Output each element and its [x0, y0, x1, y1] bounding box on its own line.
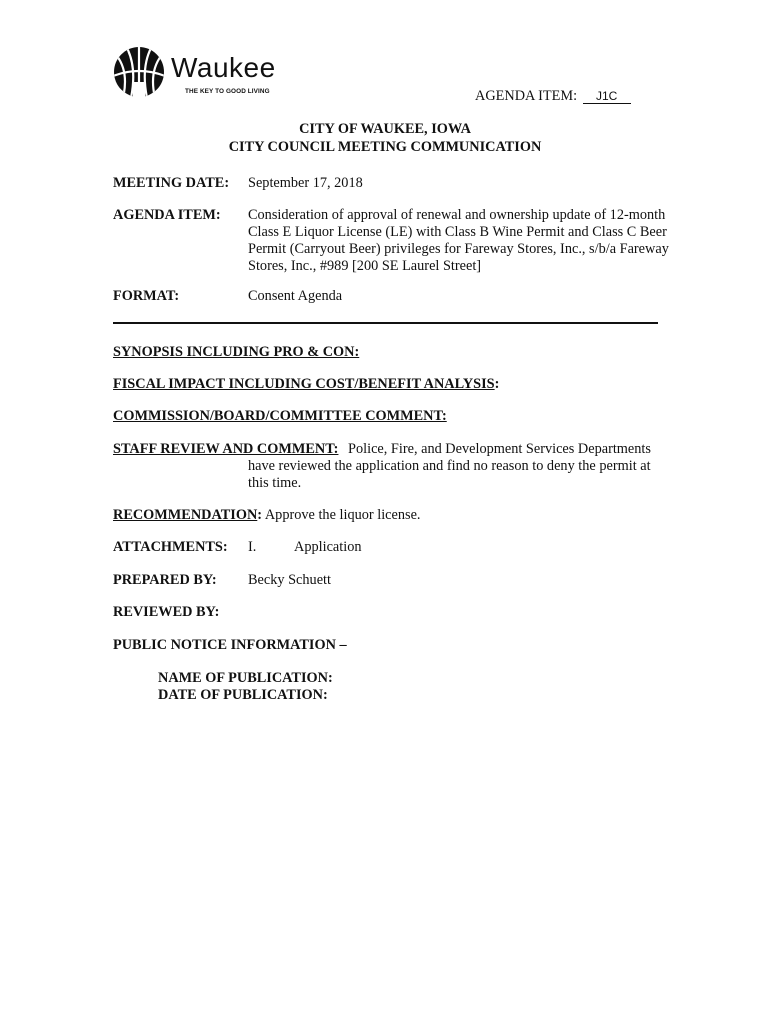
- staff-review: [113, 441, 651, 458]
- format-label: FORMAT:: [113, 288, 180, 304]
- attachments-label: ATTACHMENTS:: [113, 539, 228, 555]
- agenda-item-header-value: [583, 89, 631, 104]
- header-divider: [113, 322, 658, 324]
- fiscal-impact-heading: [113, 376, 499, 393]
- public-notice-label: PUBLIC NOTICE INFORMATION –: [113, 637, 347, 653]
- attachment-numeral: I.: [248, 539, 257, 555]
- agenda-item-label: AGENDA ITEM:: [113, 207, 221, 223]
- reviewed-by-label: REVIEWED BY:: [113, 604, 220, 620]
- publication-name-label: NAME OF PUBLICATION:: [158, 670, 333, 686]
- agenda-item-line: Permit (Carryout Beer) privileges for Fareway Stores, Inc., s/b/a Fareway: [248, 241, 669, 257]
- synopsis-heading: SYNOPSIS INCLUDING PRO & CON:: [113, 344, 360, 360]
- logo-tagline: THE KEY TO GOOD LIVING: [185, 88, 270, 95]
- page-subtitle: CITY COUNCIL MEETING COMMUNICATION: [228, 139, 542, 155]
- recommendation-label: RECOMMENDATION: [113, 507, 258, 523]
- attachment-item: Application: [294, 539, 362, 555]
- commission-heading: COMMISSION/BOARD/COMMITTEE COMMENT:: [113, 408, 447, 424]
- staff-review-line: Police, Fire, and Development Services Departments: [348, 441, 651, 457]
- publication-date-label: DATE OF PUBLICATION:: [158, 687, 328, 703]
- prepared-by-label: PREPARED BY:: [113, 572, 217, 588]
- agenda-item-line: Class E Liquor License (LE) with Class B Wine Permit and Class C Beer: [248, 224, 667, 240]
- staff-review-label: STAFF REVIEW AND COMMENT:: [113, 441, 339, 457]
- recommendation-value: Approve the liquor license.: [264, 507, 421, 523]
- page-title: CITY OF WAUKEE, IOWA: [299, 121, 471, 137]
- fiscal-impact-label: FISCAL IMPACT INCLUDING COST/BENEFIT ANALYSIS: [113, 376, 495, 392]
- staff-review-line: have reviewed the application and find no reason to deny the permit at: [248, 458, 651, 474]
- waukee-emblem-icon: [113, 46, 165, 98]
- logo-wordmark: Waukee: [171, 52, 276, 83]
- meeting-date-value: September 17, 2018: [248, 175, 363, 191]
- agenda-item-header-label: AGENDA ITEM:: [475, 88, 578, 104]
- fiscal-impact-colon: :: [494, 376, 500, 392]
- recommendation: [113, 507, 421, 524]
- agenda-item-number: J1C: [595, 89, 618, 103]
- agenda-item-description: [248, 207, 669, 275]
- meeting-date-label: MEETING DATE:: [113, 175, 230, 191]
- waukee-logo: [113, 46, 293, 102]
- staff-review-continuation: [248, 458, 651, 492]
- agenda-item-line: Consideration of approval of renewal and ownership update of 12-month: [248, 207, 666, 223]
- prepared-by-value: Becky Schuett: [248, 572, 331, 588]
- agenda-item-line: Stores, Inc., #989 [200 SE Laurel Street]: [248, 258, 482, 274]
- agenda-item-header: [475, 88, 631, 105]
- format-value: Consent Agenda: [248, 288, 343, 304]
- staff-review-line: this time.: [248, 475, 302, 491]
- recommendation-colon: :: [257, 507, 263, 523]
